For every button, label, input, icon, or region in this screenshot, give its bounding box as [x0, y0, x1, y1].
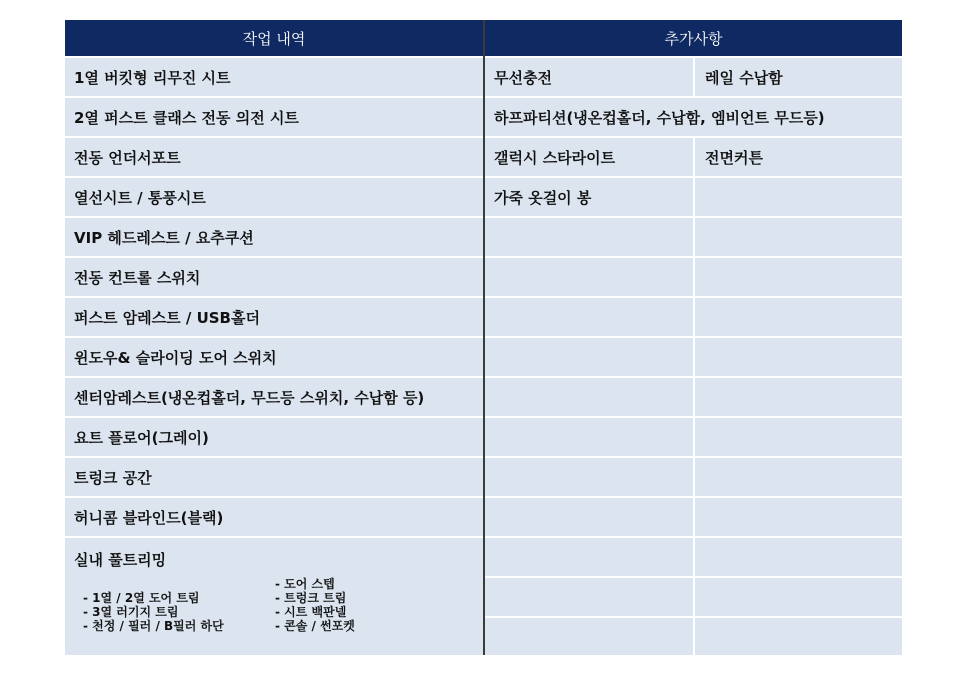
- trim-item: - 천정 / 필러 / B필러 하단: [83, 619, 224, 633]
- right-empty-cell: [695, 578, 902, 616]
- right-empty-cell: [485, 218, 693, 256]
- right-empty-cell: [485, 618, 693, 655]
- right-empty-cell: [485, 378, 693, 416]
- right-r4-a: 가죽 옷걸이 봉: [485, 178, 693, 216]
- right-empty-cell: [485, 578, 693, 616]
- right-empty-cell: [485, 458, 693, 496]
- left-row-4: 열선시트 / 통풍시트: [65, 178, 483, 216]
- left-row-2: 2열 퍼스트 클래스 전동 의전 시트: [65, 98, 483, 136]
- trim-list-right: [275, 577, 355, 633]
- right-empty-cell: [485, 298, 693, 336]
- right-r2-span: 하프파티션(냉온컵홀더, 수납함, 엠비언트 무드등): [485, 98, 902, 136]
- right-r4-b: [695, 178, 902, 216]
- right-empty-cell: [485, 418, 693, 456]
- left-row-3: 전동 언더서포트: [65, 138, 483, 176]
- left-row-1: 1열 버킷형 리무진 시트: [65, 58, 483, 96]
- left-row-11: 트렁크 공간: [65, 458, 483, 496]
- right-r3-a: 갤럭시 스타라이트: [485, 138, 693, 176]
- right-empty-cell: [695, 538, 902, 576]
- right-empty-cell: [695, 338, 902, 376]
- left-row-9: 센터암레스트(냉온컵홀더, 무드등 스위치, 수납함 등): [65, 378, 483, 416]
- column-divider: [483, 20, 485, 655]
- trim-item: - 1열 / 2열 도어 트림: [83, 591, 200, 605]
- header-work-details: 작업 내역: [65, 20, 483, 56]
- right-empty-cell: [695, 258, 902, 296]
- right-empty-cell: [695, 218, 902, 256]
- left-row-12: 허니콤 블라인드(블랙): [65, 498, 483, 536]
- right-r3-b: 전면커튼: [695, 138, 902, 176]
- right-empty-cell: [485, 258, 693, 296]
- right-r1-a: 무선충전: [485, 58, 693, 96]
- header-additional-items: 추가사항: [485, 20, 902, 56]
- left-row-6: 전동 컨트롤 스위치: [65, 258, 483, 296]
- left-row-7: 퍼스트 암레스트 / USB홀더: [65, 298, 483, 336]
- trim-item: - 트렁크 트림: [275, 591, 347, 605]
- right-empty-cell: [695, 498, 902, 536]
- right-empty-cell: [695, 298, 902, 336]
- right-empty-cell: [695, 378, 902, 416]
- left-row-8: 윈도우& 슬라이딩 도어 스위치: [65, 338, 483, 376]
- right-empty-cell: [695, 418, 902, 456]
- trim-item: - 도어 스텝: [275, 577, 335, 591]
- right-empty-cell: [695, 618, 902, 655]
- right-empty-cell: [695, 458, 902, 496]
- trim-list-left: [83, 591, 224, 633]
- right-r1-b: 레일 수납함: [695, 58, 902, 96]
- right-empty-cell: [485, 498, 693, 536]
- right-empty-cell: [485, 338, 693, 376]
- left-row-10: 요트 플로어(그레이): [65, 418, 483, 456]
- full-trimming-label: 실내 풀트리밍: [74, 551, 167, 569]
- right-empty-cell: [485, 538, 693, 576]
- trim-item: - 콘솔 / 썬포켓: [275, 619, 355, 633]
- trim-item: - 3열 러기지 트림: [83, 605, 179, 619]
- trim-item: - 시트 백판넬: [275, 605, 347, 619]
- left-row-5: VIP 헤드레스트 / 요추쿠션: [65, 218, 483, 256]
